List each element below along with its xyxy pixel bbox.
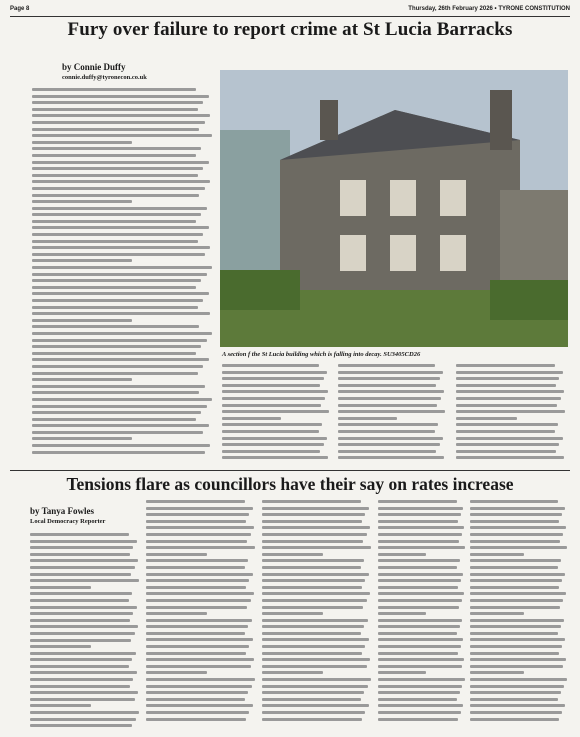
text-line-placeholder bbox=[32, 391, 199, 394]
text-line-placeholder bbox=[470, 691, 561, 694]
text-line-placeholder bbox=[146, 619, 252, 622]
text-line-placeholder bbox=[146, 711, 249, 714]
text-line-placeholder bbox=[262, 559, 364, 562]
text-line-placeholder bbox=[378, 625, 460, 628]
text-line-placeholder bbox=[146, 553, 207, 556]
text-line-placeholder bbox=[338, 417, 397, 420]
text-line-placeholder bbox=[456, 384, 556, 387]
text-line-placeholder bbox=[30, 586, 91, 589]
text-line-placeholder bbox=[30, 599, 129, 602]
text-line-placeholder bbox=[32, 273, 207, 276]
text-line-placeholder bbox=[30, 652, 136, 655]
text-line-placeholder bbox=[338, 443, 440, 446]
text-line-placeholder bbox=[146, 586, 246, 589]
story-byline: by Connie Duffy bbox=[62, 62, 126, 72]
text-line-placeholder bbox=[470, 619, 564, 622]
text-line-placeholder bbox=[470, 546, 567, 549]
text-line-placeholder bbox=[456, 417, 517, 420]
text-line-placeholder bbox=[338, 384, 436, 387]
text-line-placeholder bbox=[30, 645, 91, 648]
text-line-placeholder bbox=[146, 500, 245, 503]
text-line-placeholder bbox=[262, 553, 323, 556]
text-line-placeholder bbox=[262, 612, 323, 615]
text-line-placeholder bbox=[470, 606, 560, 609]
page-number: Page 8 bbox=[10, 6, 30, 12]
text-line-placeholder bbox=[378, 612, 426, 615]
text-line-placeholder bbox=[456, 437, 563, 440]
text-line-placeholder bbox=[32, 299, 203, 302]
text-line-placeholder bbox=[32, 253, 205, 256]
text-line-placeholder bbox=[470, 573, 565, 576]
text-line-placeholder bbox=[262, 606, 363, 609]
text-line-placeholder bbox=[32, 319, 132, 322]
text-line-placeholder bbox=[30, 665, 129, 668]
story-column bbox=[470, 500, 568, 724]
text-line-placeholder bbox=[222, 390, 328, 393]
text-line-placeholder bbox=[32, 121, 205, 124]
text-line-placeholder bbox=[338, 371, 443, 374]
text-line-placeholder bbox=[470, 507, 565, 510]
text-line-placeholder bbox=[378, 546, 465, 549]
text-line-placeholder bbox=[222, 384, 320, 387]
page-header bbox=[10, 4, 570, 17]
text-line-placeholder bbox=[470, 540, 560, 543]
text-line-placeholder bbox=[378, 665, 462, 668]
text-line-placeholder bbox=[262, 625, 364, 628]
story-column bbox=[262, 500, 372, 724]
text-line-placeholder bbox=[32, 147, 201, 150]
text-line-placeholder bbox=[378, 652, 458, 655]
text-line-placeholder bbox=[378, 638, 463, 641]
text-line-placeholder bbox=[32, 141, 132, 144]
text-line-placeholder bbox=[470, 526, 566, 529]
text-line-placeholder bbox=[32, 259, 132, 262]
text-line-placeholder bbox=[470, 553, 524, 556]
text-line-placeholder bbox=[378, 559, 460, 562]
text-line-placeholder bbox=[262, 566, 361, 569]
text-line-placeholder bbox=[146, 520, 246, 523]
text-line-placeholder bbox=[32, 378, 132, 381]
text-line-placeholder bbox=[470, 645, 562, 648]
text-line-placeholder bbox=[470, 520, 559, 523]
text-line-placeholder bbox=[470, 704, 565, 707]
text-line-placeholder bbox=[262, 592, 370, 595]
text-line-placeholder bbox=[262, 599, 367, 602]
text-line-placeholder bbox=[32, 174, 198, 177]
text-line-placeholder bbox=[32, 194, 199, 197]
text-line-placeholder bbox=[30, 724, 132, 727]
text-line-placeholder bbox=[338, 456, 444, 459]
text-line-placeholder bbox=[338, 423, 438, 426]
text-line-placeholder bbox=[32, 312, 210, 315]
text-line-placeholder bbox=[470, 513, 562, 516]
text-line-placeholder bbox=[32, 220, 196, 223]
issue-date: Thursday, 26th February 2026 • TYRONE CONSTITUTION bbox=[408, 6, 570, 12]
story-column bbox=[30, 533, 140, 731]
text-line-placeholder bbox=[470, 698, 558, 701]
text-line-placeholder bbox=[378, 513, 461, 516]
text-line-placeholder bbox=[30, 698, 135, 701]
text-line-placeholder bbox=[146, 718, 246, 721]
text-line-placeholder bbox=[338, 450, 436, 453]
text-line-placeholder bbox=[30, 566, 135, 569]
text-line-placeholder bbox=[222, 404, 321, 407]
text-line-placeholder bbox=[30, 546, 133, 549]
text-line-placeholder bbox=[32, 339, 207, 342]
text-line-placeholder bbox=[378, 599, 462, 602]
text-line-placeholder bbox=[146, 526, 254, 529]
text-line-placeholder bbox=[30, 678, 133, 681]
text-line-placeholder bbox=[146, 658, 254, 661]
text-line-placeholder bbox=[32, 207, 207, 210]
text-line-placeholder bbox=[32, 180, 210, 183]
story-byline: by Tanya Fowles bbox=[30, 506, 95, 516]
text-line-placeholder bbox=[32, 134, 212, 137]
text-line-placeholder bbox=[262, 685, 368, 688]
text-line-placeholder bbox=[378, 586, 458, 589]
text-line-placeholder bbox=[470, 718, 559, 721]
text-line-placeholder bbox=[32, 451, 205, 454]
text-line-placeholder bbox=[30, 639, 131, 642]
text-line-placeholder bbox=[378, 691, 460, 694]
text-line-placeholder bbox=[262, 546, 371, 549]
text-line-placeholder bbox=[378, 704, 463, 707]
text-line-placeholder bbox=[262, 619, 368, 622]
text-line-placeholder bbox=[32, 286, 196, 289]
text-line-placeholder bbox=[32, 292, 209, 295]
text-line-placeholder bbox=[32, 154, 196, 157]
text-line-placeholder bbox=[456, 423, 558, 426]
story-column bbox=[146, 500, 256, 724]
text-line-placeholder bbox=[262, 579, 365, 582]
text-line-placeholder bbox=[456, 371, 563, 374]
text-line-placeholder bbox=[222, 443, 324, 446]
text-line-placeholder bbox=[30, 691, 138, 694]
text-line-placeholder bbox=[338, 410, 445, 413]
text-line-placeholder bbox=[470, 678, 567, 681]
text-line-placeholder bbox=[32, 437, 132, 440]
text-line-placeholder bbox=[222, 377, 324, 380]
story-column bbox=[456, 364, 566, 463]
text-line-placeholder bbox=[378, 500, 457, 503]
text-line-placeholder bbox=[470, 625, 561, 628]
text-line-placeholder bbox=[30, 619, 130, 622]
text-line-placeholder bbox=[32, 88, 196, 91]
text-line-placeholder bbox=[262, 586, 362, 589]
text-line-placeholder bbox=[146, 678, 255, 681]
text-line-placeholder bbox=[146, 665, 251, 668]
text-line-placeholder bbox=[30, 612, 133, 615]
text-line-placeholder bbox=[378, 711, 461, 714]
text-line-placeholder bbox=[146, 592, 254, 595]
text-line-placeholder bbox=[262, 632, 361, 635]
text-line-placeholder bbox=[262, 645, 365, 648]
text-line-placeholder bbox=[222, 417, 281, 420]
text-line-placeholder bbox=[378, 645, 461, 648]
text-line-placeholder bbox=[470, 592, 566, 595]
text-line-placeholder bbox=[456, 430, 555, 433]
text-line-placeholder bbox=[146, 507, 253, 510]
text-line-placeholder bbox=[222, 450, 320, 453]
text-line-placeholder bbox=[32, 385, 205, 388]
text-line-placeholder bbox=[222, 430, 319, 433]
text-line-placeholder bbox=[470, 579, 562, 582]
text-line-placeholder bbox=[30, 540, 137, 543]
text-line-placeholder bbox=[456, 377, 559, 380]
text-line-placeholder bbox=[30, 632, 135, 635]
text-line-placeholder bbox=[222, 423, 322, 426]
text-line-placeholder bbox=[30, 579, 139, 582]
text-line-placeholder bbox=[262, 638, 369, 641]
story-column bbox=[222, 364, 330, 463]
text-line-placeholder bbox=[470, 652, 559, 655]
text-line-placeholder bbox=[456, 404, 557, 407]
text-line-placeholder bbox=[470, 671, 524, 674]
text-line-placeholder bbox=[32, 108, 198, 111]
text-line-placeholder bbox=[146, 638, 253, 641]
text-line-placeholder bbox=[378, 573, 463, 576]
text-line-placeholder bbox=[32, 95, 209, 98]
text-line-placeholder bbox=[32, 431, 203, 434]
text-line-placeholder bbox=[32, 411, 201, 414]
text-line-placeholder bbox=[146, 645, 249, 648]
text-line-placeholder bbox=[378, 678, 465, 681]
text-line-placeholder bbox=[32, 332, 212, 335]
text-line-placeholder bbox=[338, 430, 435, 433]
text-line-placeholder bbox=[262, 513, 365, 516]
text-line-placeholder bbox=[470, 632, 558, 635]
text-line-placeholder bbox=[32, 233, 203, 236]
text-line-placeholder bbox=[32, 167, 203, 170]
text-line-placeholder bbox=[146, 559, 248, 562]
text-line-placeholder bbox=[30, 704, 91, 707]
text-line-placeholder bbox=[30, 671, 137, 674]
section-divider bbox=[10, 470, 570, 471]
text-line-placeholder bbox=[378, 533, 462, 536]
author-email[interactable]: connie.duffy@tyronecon.co.uk bbox=[62, 74, 147, 81]
text-line-placeholder bbox=[470, 559, 561, 562]
text-line-placeholder bbox=[470, 612, 524, 615]
text-line-placeholder bbox=[338, 404, 437, 407]
text-line-placeholder bbox=[378, 685, 462, 688]
text-line-placeholder bbox=[32, 101, 203, 104]
story-headline: Fury over failure to report crime at St Lucia Barracks bbox=[67, 19, 513, 40]
text-line-placeholder bbox=[456, 456, 564, 459]
text-line-placeholder bbox=[32, 372, 198, 375]
text-line-placeholder bbox=[30, 592, 132, 595]
story-headline: Tensions flare as councillors have their say on rates increase bbox=[66, 474, 514, 494]
text-line-placeholder bbox=[378, 507, 463, 510]
text-line-placeholder bbox=[378, 520, 458, 523]
text-line-placeholder bbox=[32, 187, 205, 190]
text-line-placeholder bbox=[222, 397, 325, 400]
text-line-placeholder bbox=[146, 704, 253, 707]
text-line-placeholder bbox=[222, 437, 327, 440]
text-line-placeholder bbox=[146, 513, 249, 516]
text-line-placeholder bbox=[470, 711, 562, 714]
text-line-placeholder bbox=[262, 665, 367, 668]
photo-caption: A section f the St Lucia building which is falling into decay. SU3405CD26 bbox=[222, 351, 421, 358]
text-line-placeholder bbox=[378, 579, 461, 582]
text-line-placeholder bbox=[470, 533, 563, 536]
text-line-placeholder bbox=[30, 553, 130, 556]
text-line-placeholder bbox=[338, 377, 440, 380]
text-line-placeholder bbox=[32, 325, 199, 328]
text-line-placeholder bbox=[32, 358, 209, 361]
text-line-placeholder bbox=[262, 533, 367, 536]
text-line-placeholder bbox=[470, 685, 564, 688]
text-line-placeholder bbox=[146, 671, 207, 674]
text-line-placeholder bbox=[146, 573, 253, 576]
text-line-placeholder bbox=[378, 526, 464, 529]
text-line-placeholder bbox=[222, 410, 329, 413]
text-line-placeholder bbox=[30, 625, 138, 628]
story-column bbox=[378, 500, 466, 724]
building-illustration bbox=[220, 70, 568, 347]
text-line-placeholder bbox=[378, 540, 459, 543]
text-line-placeholder bbox=[378, 632, 457, 635]
text-line-placeholder bbox=[146, 632, 245, 635]
text-line-placeholder bbox=[146, 606, 247, 609]
text-line-placeholder bbox=[470, 665, 563, 668]
story-column bbox=[32, 88, 214, 457]
text-line-placeholder bbox=[30, 533, 129, 536]
text-line-placeholder bbox=[470, 566, 558, 569]
text-line-placeholder bbox=[30, 711, 139, 714]
text-line-placeholder bbox=[378, 606, 459, 609]
text-line-placeholder bbox=[30, 658, 132, 661]
text-line-placeholder bbox=[30, 573, 131, 576]
text-line-placeholder bbox=[146, 612, 207, 615]
text-line-placeholder bbox=[32, 345, 201, 348]
text-line-placeholder bbox=[146, 579, 249, 582]
text-line-placeholder bbox=[378, 566, 457, 569]
text-line-placeholder bbox=[470, 599, 563, 602]
text-line-placeholder bbox=[338, 397, 441, 400]
text-line-placeholder bbox=[378, 553, 426, 556]
story-column bbox=[338, 364, 446, 463]
text-line-placeholder bbox=[262, 520, 362, 523]
text-line-placeholder bbox=[32, 279, 201, 282]
text-line-placeholder bbox=[338, 390, 444, 393]
text-line-placeholder bbox=[378, 658, 464, 661]
text-line-placeholder bbox=[378, 592, 464, 595]
text-line-placeholder bbox=[262, 500, 361, 503]
text-line-placeholder bbox=[32, 352, 196, 355]
text-line-placeholder bbox=[32, 266, 212, 269]
text-line-placeholder bbox=[32, 114, 210, 117]
text-line-placeholder bbox=[262, 671, 323, 674]
text-line-placeholder bbox=[146, 625, 248, 628]
text-line-placeholder bbox=[262, 704, 369, 707]
text-line-placeholder bbox=[262, 573, 369, 576]
text-line-placeholder bbox=[222, 371, 327, 374]
text-line-placeholder bbox=[32, 424, 209, 427]
text-line-placeholder bbox=[378, 718, 458, 721]
text-line-placeholder bbox=[262, 658, 370, 661]
text-line-placeholder bbox=[262, 540, 363, 543]
author-role: Local Democracy Reporter bbox=[30, 518, 106, 525]
text-line-placeholder bbox=[456, 397, 561, 400]
text-line-placeholder bbox=[262, 526, 370, 529]
text-line-placeholder bbox=[262, 652, 362, 655]
text-line-placeholder bbox=[262, 678, 371, 681]
text-line-placeholder bbox=[30, 685, 130, 688]
text-line-placeholder bbox=[470, 586, 559, 589]
text-line-placeholder bbox=[456, 410, 565, 413]
text-line-placeholder bbox=[378, 619, 462, 622]
text-line-placeholder bbox=[456, 450, 556, 453]
text-line-placeholder bbox=[30, 559, 138, 562]
text-line-placeholder bbox=[146, 685, 252, 688]
text-line-placeholder bbox=[32, 246, 210, 249]
text-line-placeholder bbox=[338, 437, 443, 440]
text-line-placeholder bbox=[470, 658, 566, 661]
text-line-placeholder bbox=[146, 698, 245, 701]
text-line-placeholder bbox=[32, 405, 207, 408]
barracks-photo bbox=[220, 70, 568, 347]
text-line-placeholder bbox=[32, 128, 199, 131]
text-line-placeholder bbox=[262, 718, 362, 721]
text-line-placeholder bbox=[146, 533, 251, 536]
text-line-placeholder bbox=[32, 365, 203, 368]
text-line-placeholder bbox=[32, 444, 210, 447]
text-line-placeholder bbox=[146, 652, 246, 655]
text-line-placeholder bbox=[470, 500, 558, 503]
text-line-placeholder bbox=[456, 364, 555, 367]
text-line-placeholder bbox=[262, 691, 364, 694]
text-line-placeholder bbox=[262, 698, 361, 701]
text-line-placeholder bbox=[32, 226, 209, 229]
text-line-placeholder bbox=[32, 240, 198, 243]
text-line-placeholder bbox=[146, 540, 247, 543]
text-line-placeholder bbox=[378, 671, 426, 674]
text-line-placeholder bbox=[32, 418, 196, 421]
text-line-placeholder bbox=[146, 599, 251, 602]
text-line-placeholder bbox=[146, 546, 255, 549]
text-line-placeholder bbox=[32, 213, 201, 216]
text-line-placeholder bbox=[32, 398, 212, 401]
text-line-placeholder bbox=[222, 456, 328, 459]
text-line-placeholder bbox=[262, 711, 365, 714]
text-line-placeholder bbox=[222, 364, 319, 367]
text-line-placeholder bbox=[30, 718, 136, 721]
text-line-placeholder bbox=[456, 390, 564, 393]
text-line-placeholder bbox=[456, 443, 559, 446]
text-line-placeholder bbox=[338, 364, 435, 367]
text-line-placeholder bbox=[32, 306, 198, 309]
text-line-placeholder bbox=[32, 161, 209, 164]
text-line-placeholder bbox=[32, 200, 132, 203]
text-line-placeholder bbox=[30, 606, 137, 609]
text-line-placeholder bbox=[378, 698, 457, 701]
text-line-placeholder bbox=[146, 566, 245, 569]
text-line-placeholder bbox=[262, 507, 369, 510]
text-line-placeholder bbox=[470, 638, 565, 641]
text-line-placeholder bbox=[146, 691, 248, 694]
